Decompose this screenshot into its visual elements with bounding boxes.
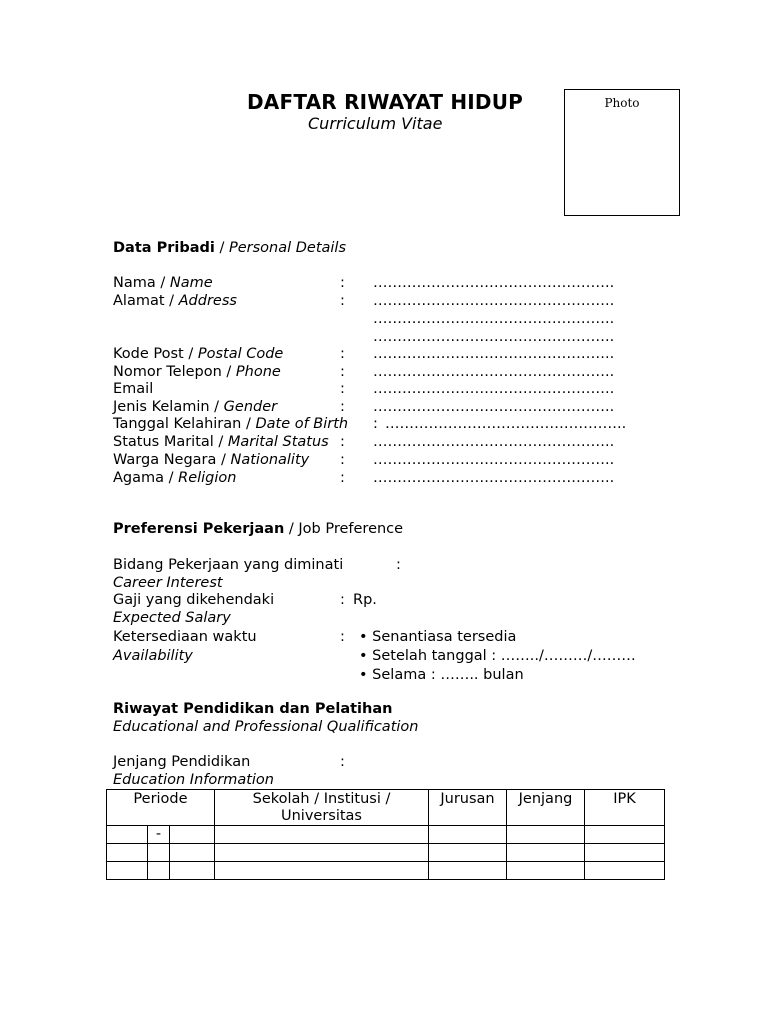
availability-option <box>359 666 524 684</box>
education-heading-en: Educational and Professional Qualification <box>113 719 419 735</box>
career-label-en: Career Interest <box>113 575 223 591</box>
availability-option-text: Setelah tanggal : ……../………/……… <box>372 648 636 664</box>
personal-field-value[interactable]: ………………………………………….. <box>373 346 615 362</box>
table-header-row <box>107 790 665 826</box>
field-label-en: Address <box>178 293 237 309</box>
personal-field-value[interactable]: ………………………………………….. <box>373 381 615 397</box>
personal-field-label <box>113 380 153 398</box>
table-row <box>107 844 665 862</box>
table-cell[interactable] <box>507 826 585 844</box>
salary-label-en: Expected Salary <box>113 610 231 626</box>
personal-field-label <box>113 363 281 381</box>
table-cell[interactable] <box>507 862 585 880</box>
table-row <box>107 862 665 880</box>
table-cell[interactable] <box>585 862 665 880</box>
availability-option-text: Selama : …….. bulan <box>372 667 524 683</box>
table-cell[interactable] <box>170 844 215 862</box>
field-label-id: Alamat / <box>113 293 179 309</box>
personal-field-value[interactable]: ………………………………………….. <box>373 399 615 415</box>
career-colon: : <box>396 557 401 573</box>
table-cell[interactable] <box>215 826 429 844</box>
table-row <box>107 826 665 844</box>
salary-value: Rp. <box>353 592 377 608</box>
personal-field-colon: : <box>340 364 345 380</box>
personal-field-label <box>113 451 309 469</box>
table-cell[interactable] <box>107 826 148 844</box>
personal-field-colon: : <box>340 346 345 362</box>
field-label-id: Agama / <box>113 470 179 486</box>
personal-field-label <box>113 345 283 363</box>
field-label-en: Postal Code <box>197 346 284 362</box>
period-dash: - <box>148 826 170 844</box>
personal-heading-en: Personal Details <box>228 240 347 256</box>
field-label-en: Marital Status <box>227 434 329 450</box>
personal-heading-id: Data Pribadi <box>113 240 215 256</box>
personal-field-label <box>113 433 329 451</box>
personal-field-label <box>113 398 277 416</box>
field-label-id: Kode Post / <box>113 346 198 362</box>
field-label-id: Jenis Kelamin / <box>113 399 224 415</box>
personal-field-value[interactable]: ………………………………………….. <box>373 470 615 486</box>
education-table <box>106 789 665 880</box>
availability-label: Ketersediaan waktu <box>113 629 257 645</box>
personal-field-value[interactable]: ………………………………………….. <box>373 434 615 450</box>
job-heading-id: Preferensi Pekerjaan <box>113 521 285 537</box>
personal-heading <box>113 239 346 257</box>
table-cell[interactable] <box>429 826 507 844</box>
personal-field-label <box>113 274 213 292</box>
table-cell[interactable] <box>215 844 429 862</box>
personal-field-value[interactable]: ………………………………………….. <box>373 364 615 380</box>
availability-option-text: Senantiasa tersedia <box>372 629 517 645</box>
career-label: Bidang Pekerjaan yang diminati <box>113 557 344 573</box>
education-level-label: Jenjang Pendidikan <box>113 754 251 770</box>
availability-label-en: Availability <box>113 648 193 664</box>
personal-field-colon: : <box>340 275 345 291</box>
personal-field-value[interactable]: ………………………………………….. <box>385 416 627 432</box>
table-cell[interactable] <box>148 844 170 862</box>
table-cell[interactable] <box>215 862 429 880</box>
photo-placeholder <box>564 89 680 216</box>
salary-colon: : <box>340 592 345 608</box>
table-cell[interactable] <box>170 826 215 844</box>
personal-field-colon: : <box>340 381 345 397</box>
education-level-colon: : <box>340 754 345 770</box>
field-label-id: Tanggal Kelahiran / <box>113 416 256 432</box>
personal-field-label <box>113 415 348 433</box>
page-subtitle: Curriculum Vitae <box>308 114 443 133</box>
personal-field-colon: : <box>340 470 345 486</box>
personal-field-colon: : <box>373 416 378 432</box>
personal-field-value[interactable]: ………………………………………….. <box>373 452 615 468</box>
table-cell[interactable] <box>585 844 665 862</box>
availability-colon: : <box>340 629 345 645</box>
bullet-icon: • <box>359 629 368 645</box>
table-cell[interactable] <box>429 862 507 880</box>
availability-option <box>359 647 636 665</box>
job-heading-sep: / <box>284 521 299 537</box>
personal-field-colon: : <box>340 434 345 450</box>
field-label-id: Nama / <box>113 275 170 291</box>
education-level-label-en: Education Information <box>113 772 274 788</box>
personal-field-colon: : <box>340 452 345 468</box>
table-cell[interactable] <box>148 862 170 880</box>
field-label-id: Email <box>113 381 154 397</box>
field-label-en: Religion <box>178 470 237 486</box>
page-title: DAFTAR RIWAYAT HIDUP <box>247 90 524 114</box>
header-sekolah: Sekolah / Institusi / Universitas <box>215 790 429 826</box>
table-cell[interactable] <box>107 844 148 862</box>
header-ipk: IPK <box>585 790 665 826</box>
field-label-id: Warga Negara / <box>113 452 231 468</box>
personal-field-label <box>113 292 237 310</box>
header-jenjang: Jenjang <box>507 790 585 826</box>
header-jurusan: Jurusan <box>429 790 507 826</box>
table-cell[interactable] <box>507 844 585 862</box>
personal-field-value[interactable]: ………………………………………….. <box>373 293 615 309</box>
personal-field-value[interactable]: ………………………………………….. <box>373 275 615 291</box>
personal-heading-sep: / <box>214 240 229 256</box>
personal-field-value[interactable]: ………………………………………….. <box>373 311 615 327</box>
header-periode: Periode <box>107 790 215 826</box>
field-label-en: Phone <box>235 364 281 380</box>
table-cell[interactable] <box>170 862 215 880</box>
job-heading-en: Job Preference <box>298 521 404 537</box>
table-cell[interactable] <box>107 862 148 880</box>
field-label-en: Name <box>169 275 213 291</box>
photo-label: Photo <box>604 96 640 110</box>
personal-field-label <box>113 469 236 487</box>
field-label-en: Date of Birth <box>255 416 349 432</box>
bullet-icon: • <box>359 667 368 683</box>
field-label-en: Gender <box>223 399 278 415</box>
table-cell[interactable] <box>585 826 665 844</box>
job-heading <box>113 520 403 538</box>
table-cell[interactable] <box>429 844 507 862</box>
education-heading: Riwayat Pendidikan dan Pelatihan <box>113 701 393 717</box>
availability-option <box>359 628 516 646</box>
salary-label: Gaji yang dikehendaki <box>113 592 275 608</box>
personal-field-value[interactable]: ………………………………………….. <box>373 329 615 345</box>
field-label-id: Nomor Telepon / <box>113 364 236 380</box>
bullet-icon: • <box>359 648 368 664</box>
personal-field-colon: : <box>340 399 345 415</box>
personal-field-colon: : <box>340 293 345 309</box>
field-label-id: Status Marital / <box>113 434 228 450</box>
field-label-en: Nationality <box>230 452 310 468</box>
